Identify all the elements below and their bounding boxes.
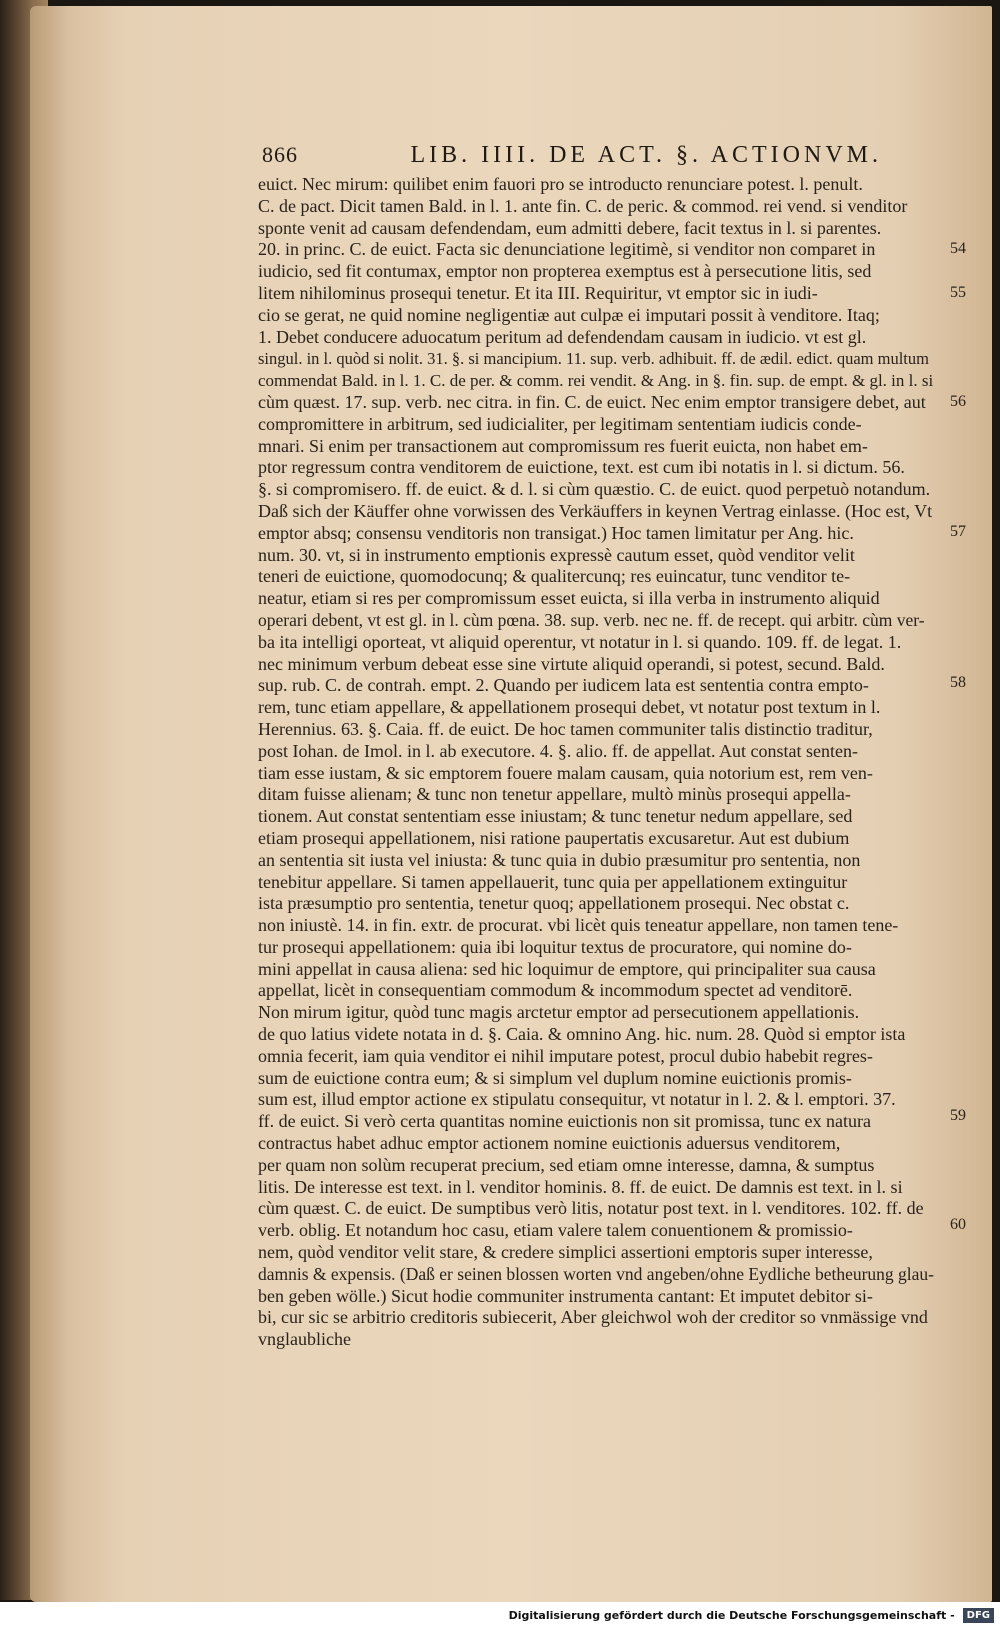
body-text [258, 174, 934, 1351]
text-line: tenebitur appellare. Si tamen appellauerit, tunc quia per appellationem extinguitur [258, 871, 848, 892]
text-line: bi, cur sic se arbitrio creditoris subiecerit, Aber gleichwol woh der creditor so vnmässige vnd [258, 1307, 928, 1328]
text-line: tiam esse iustam, & sic emptorem fouere malam causam, quia notorium est, rem ven- [258, 762, 873, 783]
text-line: vnglaubliche [258, 1329, 351, 1350]
text-line: euict. Nec mirum: quilibet enim fauori pro se introducto renunciare potest. l. penult. [258, 174, 863, 194]
text-line: nem, quòd venditor velit stare, & credere simplici assertioni emptoris super interesse, [258, 1242, 873, 1263]
text-line: verb. oblig. Et notandum hoc casu, etiam valere talem conuentionem & promissio- [258, 1220, 853, 1241]
text-line: neatur, etiam si res per compromissum esset euicta, si illa verba in instrumento aliquid [258, 588, 880, 609]
text-line: damnis & expensis. (Daß er seinen blossen worten vnd angeben/ohne Eydliche betheurung glau- [258, 1263, 934, 1284]
text-line: ff. de euict. Si verò certa quantitas nomine euictionis non sit promissa, tunc ex natura [258, 1111, 872, 1132]
text-line: de quo latius videte notata in d. §. Caia. & omnino Ang. hic. num. 28. Quòd si emptor ista [258, 1024, 906, 1045]
text-line: sum est, illud emptor actione ex stipulatu consequitur, vt notatur in l. 2. & l. emptori. 37. [258, 1089, 896, 1110]
text-line: non iniustè. 14. in fin. extr. de procurat. vbi licèt quis teneatur appellare, non tamen tene- [258, 915, 899, 936]
margin-number: 54 [950, 240, 966, 257]
text-line: ba ita intelligi oporteat, vt aliquid operentur, vt notatur in l. si quando. 109. ff. de legat. 1. [258, 631, 902, 652]
margin-number: 60 [950, 1216, 966, 1233]
text-line: ditam fuisse alienam; & tunc non tenetur appellare, multò minùs prosequi appella- [258, 784, 851, 805]
text-line: mini appellat in causa aliena: sed hic loquimur de emptore, qui principaliter sua causa [258, 958, 876, 979]
text-line: Daß sich der Käuffer ohne vorwissen des Verkäuffers in keynen Vertrag einlasse. (Hoc est, Vt [258, 500, 933, 521]
text-line: mnari. Si enim per transactionem aut compromissum res fuerit euicta, non habet em- [258, 435, 868, 456]
text-line: sup. rub. C. de contrah. empt. 2. Quando per iudicem lata est sententia contra empto- [258, 675, 869, 696]
text-line: compromittere in arbitrum, sed iudicialiter, per legitimam sententiam iudicis conde- [258, 413, 862, 434]
text-line: operari debent, vt est gl. in l. cùm pœna. 38. sup. verb. nec ne. ff. de recept. qui arbitr. cùm ver- [258, 609, 925, 630]
text-line: num. 30. vt, si in instrumento emptionis expressè cautum esset, quòd venditor velit [258, 544, 855, 565]
text-line: cùm quæst. 17. sup. verb. nec citra. in fin. C. de euict. Nec enim emptor transigere debet, aut [258, 391, 926, 412]
text-line: §. si compromisero. ff. de euict. & d. l. si cùm quæstio. C. de euict. quod perpetuò notandum. [258, 479, 931, 500]
text-line: Herennius. 63. §. Caia. ff. de euict. De hoc tamen communiter talis distinctio traditur, [258, 718, 873, 739]
page-number: 866 [262, 142, 298, 167]
text-line: ptor regressum contra venditorem de euictione, text. est cum ibi notatis in l. si dictum. 56. [258, 457, 905, 478]
text-line: omnia fecerit, iam quia venditor ei nihil imputare potest, procul dubio habebit regres- [258, 1045, 873, 1066]
text-line: teneri de euictione, quomodocunq; & qualitercunq; res euincatur, tunc venditor te- [258, 566, 851, 587]
margin-number: 56 [950, 393, 966, 410]
text-line: singul. in l. quòd si nolit. 31. §. si mancipium. 11. sup. verb. adhibuit. ff. de ædil. edict. quam multum [258, 349, 929, 369]
text-line: ista præsumptio pro sententia, tenetur quoq; appellationem prosequi. Nec obstat c. [258, 893, 850, 914]
margin-number: 59 [950, 1107, 966, 1124]
text-line: tur prosequi appellationem: quia ibi loquitur textus de procuratore, qui nomine do- [258, 936, 852, 957]
text-line: Non mirum igitur, quòd tunc magis arctetur emptor ad persecutionem appellationis. [258, 1002, 860, 1023]
funding-credit: Digitalisierung gefördert durch die Deutsche Forschungsgemeinschaft - [508, 1609, 955, 1622]
text-line: nec minimum verbum debeat esse sine virtute aliquid operandi, si potest, secund. Bald. [258, 653, 885, 674]
page-header [262, 142, 882, 172]
margin-number: 57 [950, 523, 966, 540]
text-line: an sententia sit iusta vel iniusta: & tunc quia in dubio præsumitur pro sententia, non [258, 849, 861, 870]
text-line: sum de euictione contra eum; & si simplum vel duplum nomine euictionis promis- [258, 1067, 852, 1088]
text-line: commendat Bald. in l. 1. C. de per. & comm. rei vendit. & Ang. in §. fin. sup. de empt. & gl. in l. si [258, 371, 934, 391]
text-line: per quam non solùm recuperat precium, sed etiam omne interesse, damna, & sumptus [258, 1154, 875, 1175]
text-line: tionem. Aut constat sententiam esse iniustam; & tunc tenetur nedum appellare, sed [258, 806, 853, 827]
text-line: post Iohan. de Imol. in l. ab executore. 4. §. alio. ff. de appellat. Aut constat senten- [258, 740, 859, 761]
text-line: cio se gerat, ne quid nomine negligentiæ aut culpæ ei imputari possit à venditore. Itaq; [258, 304, 880, 325]
footer-bar [0, 1602, 1000, 1629]
running-head: LIB. IIII. DE ACT. §. ACTIONVM. [410, 142, 882, 168]
text-line: 1. Debet conducere aduocatum peritum ad defendendam causam in iudicio. vt est gl. [258, 326, 867, 347]
text-line: cùm quæst. C. de euict. De sumptibus verò litis, notatur post text. in l. venditores. 102. ff. de [258, 1198, 924, 1219]
text-line: litem nihilominus prosequi tenetur. Et ita III. Requiritur, vt emptor sic in iudi- [258, 282, 818, 303]
margin-number: 58 [950, 674, 966, 691]
text-line: C. de pact. Dicit tamen Bald. in l. 1. ante fin. C. de peric. & commod. rei vend. si venditor [258, 195, 908, 216]
text-line: ben geben wölle.) Sicut hodie communiter instrumenta cantant: Et imputet debitor si- [258, 1285, 873, 1306]
text-line: etiam prosequi appellationem, nisi ratione paupertatis excusaretur. Aut est dubium [258, 827, 850, 848]
text-line: sponte venit ad causam defendendam, eum admitti debere, facit textus in l. si parentes. [258, 217, 882, 238]
dfg-logo: DFG [963, 1608, 994, 1623]
text-line: emptor absq; consensu venditoris non transigat.) Hoc tamen limitatur per Ang. hic. [258, 522, 854, 543]
text-line: appellat, licèt in consequentiam commodum & incommodum spectet ad venditorē. [258, 980, 853, 1001]
text-line: iudicio, sed fit contumax, emptor non propterea exemptus est à persecutione litis, sed [258, 261, 872, 282]
text-line: contractus habet adhuc emptor actionem nomine euictionis aduersus venditorem, [258, 1133, 841, 1154]
text-line: litis. De interesse est text. in l. venditor hominis. 8. ff. de euict. De damnis est text. in l. si [258, 1176, 903, 1197]
text-line: 20. in princ. C. de euict. Facta sic denunciatione legitimè, si venditor non comparet in [258, 239, 876, 260]
margin-number: 55 [950, 284, 966, 301]
text-line: rem, tunc etiam appellare, & appellationem prosequi debet, vt notatur post textum in l. [258, 697, 881, 718]
